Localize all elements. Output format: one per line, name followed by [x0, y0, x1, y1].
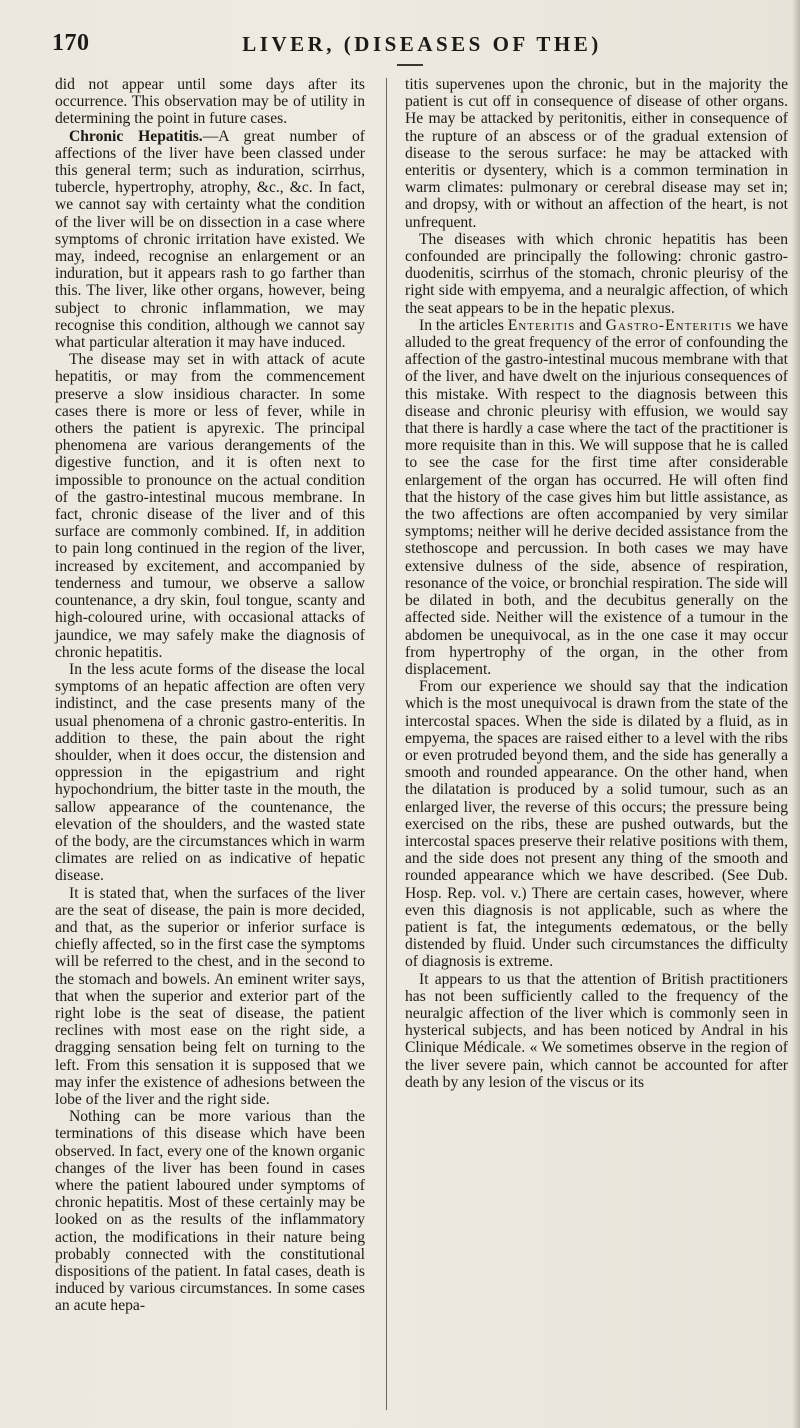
page-edge-shadow	[792, 0, 800, 1428]
paragraph-text: —A great number of affections of the liver have been classed under this general term; such as induration, scirrhus, tubercle, hypertrophy, atrophy, &c., &c. In fact, we cannot say with certainty what the condition of the liver will be on dissection in a case where symptoms of chronic irritation have existed. We may, indeed, recognise an enlargement or an induration, but it appears rash to go farther than this. The liver, like other organs, however, being subject to chronic inflammation, we may recognise this condition, although we cannot say what particular alteration it may have induced.	[55, 127, 366, 352]
section-heading: Chronic Hepatitis.	[69, 127, 203, 145]
running-title: LIVER, (DISEASES OF THE)	[242, 32, 602, 56]
paragraph: In the less acute forms of the disease the local symptoms of an hepatic affection are often very indistinct, and the case presents many of the usual phenomena of a chronic gastro-enteritis. In addition to these, the pain about the right shoulder, when it does occur, the distension and oppression in the epigastrium and right hypochondrium, the bitter taste in the mouth, the sallow appearance of the countenance, the elevation of the shoulders, and the wasted state of the body, are the circumstances which in warm climates are relied on as indicative of hepatic disease.	[55, 660, 365, 885]
left-column	[55, 76, 365, 1315]
paragraph: From our experience we should say that the indication which is the most unequivocal is drawn from the state of the intercostal spaces. When the side is dilated by a fluid, as in empyema, the spaces are raised either to a level with the ribs or even protruded beyond them, and the side has generally a smooth and rounded appearance. On the other hand, when the dilatation is produced by a solid tumour, such as an enlarged liver, the reverse of this occurs; the pressure being exercised on the ribs, these are pushed outwards, but the intercostal spaces preserve their relative positions with them, and the side does not present any thing of the smooth and rounded appearance which we have described. (See Dub. Hosp. Rep. vol. v.) There are certain cases, however, where even this diagnosis is not applicable, such as where the patient is fat, the integuments œdematous, or the belly distended by fluid. Under such circumstances the difficulty of diagnosis is extreme.	[405, 678, 788, 971]
paragraph: Nothing can be more various than the terminations of this disease which have been observed. In fact, every one of the known organic changes of the liver has been found in cases where the patient laboured under symptoms of chronic hepatitis. Most of these certainly may be looked on as the results of the inflammatory action, the modifications in their nature being probably connected with the constitutional dispositions of the patient. In fatal cases, death is induced by various circumstances. In some cases an acute hepa-	[55, 1108, 365, 1315]
page-header	[52, 30, 792, 60]
header-ornament	[397, 64, 423, 66]
right-column	[405, 76, 788, 1091]
paragraph: It appears to us that the attention of British practitioners has not been sufficiently called to the frequency of the neuralgic affection of the liver which is commonly seen in hysterical subjects, and has been noticed by Andral in his Clinique Médicale. « We sometimes observe in the region of the liver severe pain, which cannot be accounted for after death by any lesion of the viscus or its	[405, 970, 788, 1091]
column-divider	[386, 78, 387, 1410]
paragraph-cross-reference	[405, 317, 788, 678]
paragraph-text: we have alluded to the great frequency of the error of confounding the affection of the gastro-intestinal mucous membrane with that of the liver, and have dwelt on the injurious consequences of this mistake. With respect to the diagnosis between this disease and chronic pleurisy with effusion, we would say that there is hardly a case where the tact of the practitioner is more requisite than in this. We will suppose that he is called to see the case for the first time after considerable enlargement of the organ has occurred. He will often find that the history of the case gives him but little assistance, as the two affections are often accompanied by very similar symptoms; neither will he derive decided assistance from the stethoscope and percussion. In both cases we may have extensive dulness of the side, absence of respiration, resonance of the voice, or bronchial respiration. The side will be dilated in both, and the decubitus generally on the affected side. Neither will the existence of a tumour in the abdomen be unequivocal, as in the one case it may occur from hypertrophy of the organ, in the other from displacement.	[405, 316, 789, 678]
paragraph-chronic-hepatitis	[55, 128, 365, 352]
paragraph-text: In the articles	[419, 316, 508, 334]
paragraph: The diseases with which chronic hepatitis has been confounded are principally the following: chronic gastro-duodenitis, scirrhus of the stomach, chronic pleurisy of the right side with empyema, and a neuralgic affection, of which the seat appears to be in the hepatic plexus.	[405, 230, 788, 317]
cross-reference-enteritis: Enteritis	[507, 316, 576, 334]
paragraph: It is stated that, when the surfaces of the liver are the seat of disease, the pain is more decided, and that, as the superior or inferior surface is chiefly affected, so in the first case the symptoms will be referred to the chest, and in the second to the stomach and bowels. An eminent writer says, that when the superior and exterior part of the right lobe is the seat of disease, the patient reclines with most ease on the right side, a dragging sensation being felt on turning to the left. From this sensation it is supposed that we may infer the existence of adhesions between the lobe of the liver and the right side.	[55, 884, 365, 1108]
paragraph: did not appear until some days after its occurrence. This observation may be of utility in determining the point in future cases.	[55, 76, 365, 128]
cross-reference-gastro-enteritis: Gastro-Enteritis	[605, 316, 733, 334]
paragraph-text: and	[575, 316, 606, 334]
paragraph: The disease may set in with attack of acute hepatitis, or may from the commencement preserve a slow insidious character. In some cases there is more or less of fever, while in others the patient is apyrexic. The principal phenomena are various derangements of the digestive function, and it is often next to impossible to pronounce on the actual condition of the gastro-intestinal mucous membrane. In fact, chronic disease of the liver and of this surface are commonly combined. If, in addition to pain long continued in the region of the liver, increased by excitement, and accompanied by tenderness and tumour, we observe a sallow countenance, a dry skin, foul tongue, scanty and high-coloured urine, with occasional attacks of jaundice, we may safely make the diagnosis of chronic hepatitis.	[55, 351, 365, 661]
paragraph: titis supervenes upon the chronic, but in the majority the patient is cut off in consequence of disease of other organs. He may be attacked by peritonitis, either in consequence of the rupture of an abscess or of the gradual extension of disease to the serous surface: he may be attacked with enteritis or dysentery, which is a common termination in warm climates: pulmonary or cerebral disease may set in; and dropsy, with or without an affection of the heart, is not unfrequent.	[405, 76, 788, 231]
page-number: 170	[52, 30, 90, 56]
